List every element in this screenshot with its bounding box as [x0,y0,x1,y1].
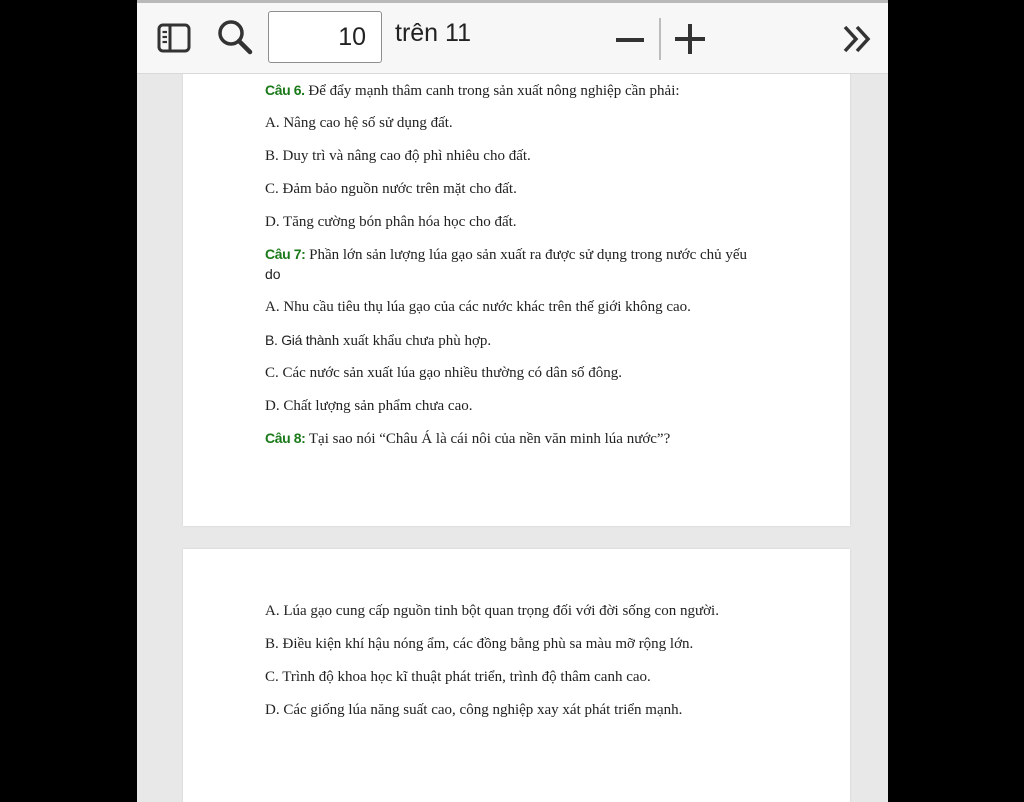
question-text: Phần lớn sản lượng lúa gạo sản xuất ra được sử dụng trong nước chủ yếu [305,247,748,263]
zoom-out-button[interactable] [612,25,648,55]
page-number-input[interactable]: 10 [268,11,382,63]
question-label: Câu 6. [265,82,305,98]
question-6 [265,82,680,100]
more-tools-button[interactable] [840,23,874,55]
question-label: Câu 8: [265,430,306,446]
document-page-10 [183,0,850,526]
question-text: Để đẩy mạnh thâm canh trong sản xuất nông nghiệp cần phải: [304,83,680,99]
toolbar [137,3,888,74]
answer-option: A. Nhu cầu tiêu thụ lúa gạo của các nước khác trên thế giới không cao. [265,299,691,315]
answer-text-part: nh xuất khẩu chưa phù hợp. [324,333,492,349]
search-icon [216,18,254,56]
zoom-in-button[interactable] [672,21,708,57]
answer-option: C. Đảm bảo nguồn nước trên mặt cho đất. [265,181,517,197]
question-text-continued: do [265,266,281,282]
search-button[interactable] [215,17,255,57]
question-8 [265,430,670,448]
pdf-viewer [137,0,888,802]
double-chevron-right-icon [841,24,873,54]
answer-option: D. Tăng cường bón phân hóa học cho đất. [265,214,517,230]
zoom-divider [659,18,661,60]
answer-option: C. Trình độ khoa học kĩ thuật phát triển, trình độ thâm canh cao. [265,669,651,685]
sidebar-toggle-button[interactable] [155,19,193,57]
minus-icon [616,37,644,43]
answer-option [265,332,491,350]
plus-icon [675,24,705,54]
page-total-label: trên 11 [395,19,471,47]
answer-option: A. Lúa gạo cung cấp nguồn tinh bột quan trọng đối với đời sống con người. [265,603,719,619]
answer-option: A. Nâng cao hệ số sử dụng đất. [265,115,453,131]
question-text: Tại sao nói “Châu Á là cái nôi của nền văn minh lúa nước”? [305,431,671,447]
answer-option: B. Duy trì và nâng cao độ phì nhiêu cho đất. [265,148,531,164]
answer-option: D. Các giống lúa năng suất cao, công nghiệp xay xát phát triển mạnh. [265,702,683,718]
answer-option: C. Các nước sản xuất lúa gạo nhiều thường có dân số đông. [265,365,623,381]
answer-option: B. Điều kiện khí hậu nóng ẩm, các đồng bằng phù sa màu mỡ rộng lớn. [265,636,694,652]
sidebar-icon [157,22,191,54]
question-7 [265,246,775,264]
document-page-11 [183,549,850,802]
question-label: Câu 7: [265,246,306,262]
answer-text-part: B. Giá thà [265,332,325,348]
answer-option: D. Chất lượng sản phẩm chưa cao. [265,398,473,414]
